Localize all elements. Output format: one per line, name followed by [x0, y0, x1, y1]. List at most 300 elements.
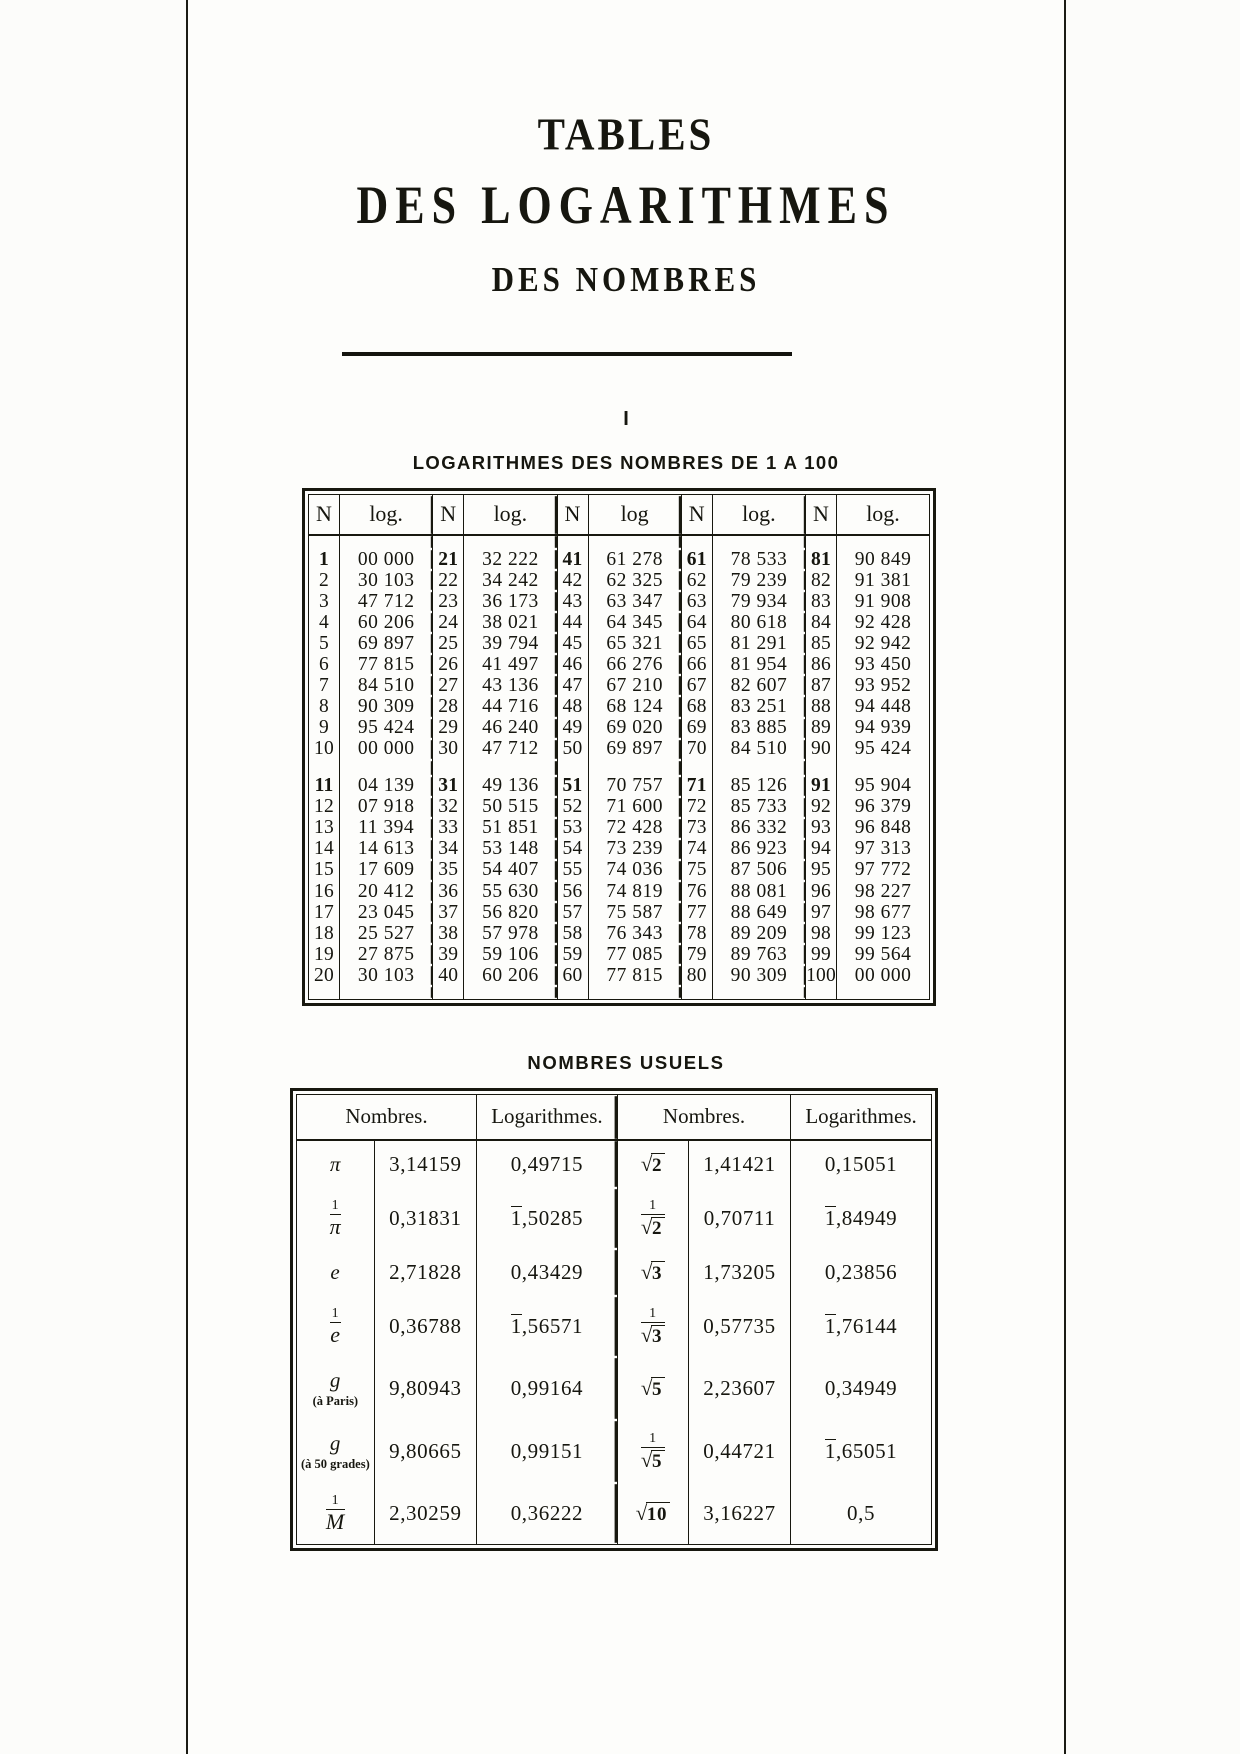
col-header-log-1: log.	[340, 495, 433, 535]
usuels-symbol-left	[297, 1188, 374, 1249]
cell-log: 50 515	[464, 797, 557, 818]
cell-n: 43	[557, 591, 588, 612]
cell-n: 8	[319, 696, 329, 718]
cell-log: 71 600	[588, 797, 681, 818]
cell-n: 73	[681, 818, 712, 839]
cell-log: 36 173	[464, 591, 557, 612]
usual-numbers-table	[290, 1088, 938, 1551]
cell-log: 04 139	[340, 776, 433, 797]
cell-log: 62 325	[588, 570, 681, 591]
cell-log: 56 820	[464, 902, 557, 923]
logarithm-table-grid	[309, 495, 929, 999]
cell-log: 92 428	[837, 612, 930, 633]
spacer-row	[309, 986, 929, 999]
usuels-number-left: 3,14159	[374, 1140, 476, 1188]
usuels-symbol-left	[297, 1483, 374, 1544]
cell-n: 45	[557, 633, 588, 654]
cell-n: 48	[557, 696, 588, 717]
usuels-header-3: Nombres.	[617, 1095, 790, 1140]
cell-log: 30 103	[340, 570, 433, 591]
cell-n: 80	[681, 965, 712, 986]
cell-n: 32	[433, 797, 464, 818]
cell-log: 65 321	[588, 633, 681, 654]
fraction-denominator-sqrt: √2	[641, 1214, 665, 1238]
cell-n: 19	[314, 943, 334, 965]
logarithm-table	[302, 488, 936, 1006]
cell-log: 89 209	[712, 923, 805, 944]
col-header-log-5: log.	[837, 495, 930, 535]
cell-log: 95 904	[837, 776, 930, 797]
log-value: 0,99164	[510, 1376, 584, 1400]
cell-n: 44	[557, 612, 588, 633]
usuels-number-right: 3,16227	[688, 1483, 790, 1544]
cell-n: 84	[806, 612, 837, 633]
cell-n: 95	[806, 860, 837, 881]
cell-log: 43 136	[464, 675, 557, 696]
cell-log: 97 313	[837, 839, 930, 860]
cell-n: 6	[319, 653, 329, 675]
col-header-log-4: log.	[712, 495, 805, 535]
cell-log: 66 276	[588, 654, 681, 675]
cell-log: 46 240	[464, 718, 557, 739]
cell-log: 81 954	[712, 654, 805, 675]
cell-n: 55	[557, 860, 588, 881]
usuels-log-left	[476, 1140, 617, 1188]
cell-log: 88 081	[712, 881, 805, 902]
cell-log: 59 106	[464, 944, 557, 965]
cell-n: 83	[806, 591, 837, 612]
cell-n: 10	[314, 738, 334, 760]
cell-log: 39 794	[464, 633, 557, 654]
usuels-header-4: Logarithmes.	[791, 1095, 931, 1140]
cell-n: 65	[681, 633, 712, 654]
table-row	[309, 797, 929, 818]
cell-log: 84 510	[340, 675, 433, 696]
table-row	[309, 944, 929, 965]
cell-log: 25 527	[340, 923, 433, 944]
cell-n: 49	[557, 718, 588, 739]
log-value: 0,49715	[510, 1152, 584, 1176]
cell-log: 74 819	[588, 881, 681, 902]
symbol-fraction-sqrt	[641, 1432, 665, 1471]
usuels-symbol-left	[297, 1296, 374, 1357]
cell-log: 79 239	[712, 570, 805, 591]
cell-n: 68	[681, 696, 712, 717]
cell-n: 20	[314, 964, 334, 986]
log-value: 1,76144	[824, 1314, 898, 1338]
usuels-header-row	[297, 1095, 931, 1140]
cell-n: 52	[557, 797, 588, 818]
cell-log: 41 497	[464, 654, 557, 675]
sqrt-radicand: 2	[651, 1153, 665, 1177]
usuels-number-left: 0,31831	[374, 1188, 476, 1249]
cell-n: 5	[319, 632, 329, 654]
cell-log: 95 424	[837, 739, 930, 760]
log-value: 0,36222	[510, 1501, 584, 1525]
usuels-number-right: 0,44721	[688, 1420, 790, 1483]
cell-log: 96 848	[837, 818, 930, 839]
cell-log: 14 613	[340, 839, 433, 860]
log-value: 0,99151	[510, 1439, 584, 1463]
page-content	[186, 0, 1066, 1754]
cell-log: 72 428	[588, 818, 681, 839]
cell-log: 11 394	[340, 818, 433, 839]
usuels-number-right: 1,73205	[688, 1249, 790, 1296]
cell-n: 22	[433, 570, 464, 591]
cell-n: 69	[681, 718, 712, 739]
fraction-numerator: 1	[649, 1306, 657, 1321]
cell-log: 00 000	[340, 739, 433, 760]
cell-log: 73 239	[588, 839, 681, 860]
cell-n: 66	[681, 654, 712, 675]
fraction-numerator: 1	[649, 1198, 657, 1213]
sqrt-radicand: 10	[646, 1502, 670, 1526]
cell-log: 89 763	[712, 944, 805, 965]
usuels-log-right	[791, 1296, 931, 1357]
cell-n: 2	[319, 569, 329, 591]
cell-log: 78 533	[712, 549, 805, 570]
cell-n: 3	[319, 590, 329, 612]
cell-n: 12	[314, 796, 334, 818]
usuels-header-1: Nombres.	[297, 1095, 476, 1140]
col-header-n-1: N	[309, 495, 340, 535]
table-row	[309, 612, 929, 633]
log-value: 1,65051	[824, 1439, 898, 1463]
table-row	[309, 570, 929, 591]
log-value: 0,43429	[510, 1260, 584, 1284]
cell-log: 77 815	[588, 965, 681, 986]
cell-log: 85 733	[712, 797, 805, 818]
log-value: 0,5	[847, 1501, 876, 1525]
log-value: 0,34949	[824, 1376, 898, 1400]
cell-n: 78	[681, 923, 712, 944]
cell-log: 75 587	[588, 902, 681, 923]
cell-log: 34 242	[464, 570, 557, 591]
page-title-tables: TABLES	[537, 108, 715, 160]
cell-n: 38	[433, 923, 464, 944]
spacer-row	[309, 535, 929, 549]
cell-n: 51	[557, 776, 588, 797]
log-value: 0,23856	[824, 1260, 898, 1284]
cell-n: 58	[557, 923, 588, 944]
table-row	[309, 965, 929, 986]
cell-n: 86	[806, 654, 837, 675]
table-row	[309, 839, 929, 860]
cell-n: 59	[557, 944, 588, 965]
cell-n: 23	[433, 591, 464, 612]
symbol-note: (à Paris)	[312, 1394, 359, 1408]
cell-n: 37	[433, 902, 464, 923]
cell-log: 69 897	[588, 739, 681, 760]
page-title-logarithmes: DES LOGARITHMES	[356, 175, 896, 236]
cell-log: 64 345	[588, 612, 681, 633]
usuels-log-right	[791, 1483, 931, 1544]
cell-log: 27 875	[340, 944, 433, 965]
cell-n: 64	[681, 612, 712, 633]
table-header-row	[309, 495, 929, 535]
logarithm-table-head	[309, 495, 929, 535]
cell-n: 88	[806, 696, 837, 717]
symbol-sqrt: √3	[641, 1260, 665, 1285]
cell-log: 91 908	[837, 591, 930, 612]
usual-numbers-grid	[297, 1095, 931, 1544]
cell-n: 67	[681, 675, 712, 696]
cell-log: 07 918	[340, 797, 433, 818]
cell-log: 96 379	[837, 797, 930, 818]
cell-n: 40	[433, 965, 464, 986]
cell-log: 32 222	[464, 549, 557, 570]
cell-n: 72	[681, 797, 712, 818]
cell-log: 92 942	[837, 633, 930, 654]
table-row	[309, 860, 929, 881]
usuels-row	[297, 1249, 931, 1296]
cell-n: 17	[314, 901, 334, 923]
cell-n: 35	[433, 860, 464, 881]
cell-log: 83 885	[712, 718, 805, 739]
cell-log: 53 148	[464, 839, 557, 860]
cell-n: 94	[806, 839, 837, 860]
cell-log: 90 309	[712, 965, 805, 986]
cell-n: 96	[806, 881, 837, 902]
table-row	[309, 591, 929, 612]
cell-log: 94 939	[837, 718, 930, 739]
usuels-symbol-right	[617, 1188, 688, 1249]
col-header-n-3: N	[557, 495, 588, 535]
usuels-log-right	[791, 1188, 931, 1249]
cell-n: 97	[806, 902, 837, 923]
table-row	[309, 902, 929, 923]
cell-log: 60 206	[464, 965, 557, 986]
cell-log: 86 332	[712, 818, 805, 839]
cell-n: 92	[806, 797, 837, 818]
cell-log: 44 716	[464, 696, 557, 717]
symbol-fraction	[330, 1307, 340, 1346]
table-row	[309, 633, 929, 654]
cell-n: 76	[681, 881, 712, 902]
cell-log: 91 381	[837, 570, 930, 591]
log-value: 1,50285	[510, 1206, 584, 1230]
cell-log: 77 085	[588, 944, 681, 965]
cell-log: 17 609	[340, 860, 433, 881]
cell-log: 82 607	[712, 675, 805, 696]
usuels-number-left: 0,36788	[374, 1296, 476, 1357]
symbol-fraction	[330, 1199, 342, 1238]
fraction-numerator: 1	[331, 1493, 340, 1508]
symbol-g: g (à 50 grades)	[301, 1431, 370, 1471]
cell-log: 30 103	[340, 965, 433, 986]
cell-n: 14	[314, 838, 334, 860]
usuels-symbol-left	[297, 1249, 374, 1296]
cell-n: 11	[314, 775, 334, 797]
cell-n: 1	[319, 548, 329, 570]
title-divider	[342, 352, 792, 356]
cell-n: 50	[557, 739, 588, 760]
cell-n: 41	[557, 549, 588, 570]
usuels-symbol-right	[617, 1140, 688, 1188]
usuels-log-left	[476, 1357, 617, 1420]
symbol-e: e	[330, 1260, 341, 1284]
cell-n: 21	[433, 549, 464, 570]
usuels-number-left: 9,80943	[374, 1357, 476, 1420]
cell-n: 24	[433, 612, 464, 633]
cell-n: 87	[806, 675, 837, 696]
cell-log: 57 978	[464, 923, 557, 944]
cell-log: 63 347	[588, 591, 681, 612]
cell-log: 76 343	[588, 923, 681, 944]
cell-n: 31	[433, 776, 464, 797]
col-header-log-2: log.	[464, 495, 557, 535]
log-value: 1,56571	[510, 1314, 584, 1338]
usuels-row	[297, 1357, 931, 1420]
usuels-log-right	[791, 1140, 931, 1188]
table-row	[309, 549, 929, 570]
usuels-number-right: 2,23607	[688, 1357, 790, 1420]
cell-n: 33	[433, 818, 464, 839]
cell-log: 55 630	[464, 881, 557, 902]
usuels-row	[297, 1483, 931, 1544]
cell-n: 53	[557, 818, 588, 839]
symbol-g: g (à Paris)	[301, 1368, 370, 1409]
fraction-denominator-sqrt: √3	[641, 1322, 665, 1346]
table-row	[309, 776, 929, 797]
symbol-fraction-sqrt	[641, 1199, 665, 1238]
cell-log: 60 206	[340, 612, 433, 633]
cell-n: 62	[681, 570, 712, 591]
cell-log: 23 045	[340, 902, 433, 923]
cell-log: 93 952	[837, 675, 930, 696]
cell-log: 97 772	[837, 860, 930, 881]
cell-n: 47	[557, 675, 588, 696]
cell-log: 86 923	[712, 839, 805, 860]
sqrt-radicand: 3	[651, 1261, 665, 1285]
cell-log: 80 618	[712, 612, 805, 633]
spacer-row	[309, 760, 929, 776]
cell-log: 94 448	[837, 696, 930, 717]
cell-log: 38 021	[464, 612, 557, 633]
usual-numbers-head	[297, 1095, 931, 1140]
cell-n: 39	[433, 944, 464, 965]
usuels-row	[297, 1188, 931, 1249]
cell-n: 28	[433, 696, 464, 717]
col-header-n-4: N	[681, 495, 712, 535]
cell-log: 67 210	[588, 675, 681, 696]
cell-n: 15	[314, 859, 334, 881]
cell-log: 98 677	[837, 902, 930, 923]
usuels-symbol-right	[617, 1420, 688, 1483]
page-title-nombres: DES NOMBRES	[491, 259, 761, 300]
cell-n: 91	[806, 776, 837, 797]
fraction-numerator: 1	[331, 1306, 340, 1321]
fraction-numerator: 1	[331, 1198, 340, 1213]
cell-n: 29	[433, 718, 464, 739]
usuels-number-left: 2,71828	[374, 1249, 476, 1296]
cell-log: 61 278	[588, 549, 681, 570]
usuels-symbol-left	[297, 1140, 374, 1188]
usuels-symbol-right	[617, 1249, 688, 1296]
cell-log: 70 757	[588, 776, 681, 797]
cell-log: 20 412	[340, 881, 433, 902]
usuels-log-right	[791, 1420, 931, 1483]
cell-log: 77 815	[340, 654, 433, 675]
usuels-number-right: 1,41421	[688, 1140, 790, 1188]
cell-n: 34	[433, 839, 464, 860]
cell-log: 69 897	[340, 633, 433, 654]
cell-n: 60	[557, 965, 588, 986]
fraction-denominator: e	[330, 1322, 341, 1347]
cell-log: 83 251	[712, 696, 805, 717]
symbol-note: (à 50 grades)	[301, 1457, 370, 1471]
fraction-denominator-sqrt: √5	[641, 1447, 665, 1471]
symbol-sqrt: √10	[636, 1501, 670, 1526]
cell-log: 90 849	[837, 549, 930, 570]
symbol-sqrt: √5	[641, 1376, 665, 1401]
cell-n: 25	[433, 633, 464, 654]
cell-log: 47 712	[464, 739, 557, 760]
cell-n: 100	[806, 964, 836, 986]
cell-log: 84 510	[712, 739, 805, 760]
cell-log: 69 020	[588, 718, 681, 739]
table-row	[309, 881, 929, 902]
cell-log: 81 291	[712, 633, 805, 654]
usuels-symbol-left	[297, 1357, 374, 1420]
cell-log: 99 123	[837, 923, 930, 944]
fraction-denominator: M	[325, 1509, 345, 1534]
section-number: I	[623, 408, 629, 430]
cell-log: 00 000	[340, 549, 433, 570]
table-row	[309, 818, 929, 839]
table-row	[309, 696, 929, 717]
cell-n: 61	[681, 549, 712, 570]
cell-n: 36	[433, 881, 464, 902]
cell-log: 54 407	[464, 860, 557, 881]
cell-log: 95 424	[340, 718, 433, 739]
cell-n: 89	[806, 718, 837, 739]
cell-n: 16	[314, 880, 334, 902]
cell-log: 00 000	[837, 965, 930, 986]
usuels-header-2: Logarithmes.	[476, 1095, 617, 1140]
cell-n: 7	[319, 674, 329, 696]
usuels-log-left	[476, 1483, 617, 1544]
cell-n: 70	[681, 739, 712, 760]
col-header-n-2: N	[433, 495, 464, 535]
cell-n: 4	[319, 611, 329, 633]
cell-log: 88 649	[712, 902, 805, 923]
cell-n: 63	[681, 591, 712, 612]
cell-log: 90 309	[340, 696, 433, 717]
cell-log: 79 934	[712, 591, 805, 612]
usuels-symbol-right	[617, 1296, 688, 1357]
symbol-fraction-sqrt	[641, 1307, 665, 1346]
cell-n: 98	[806, 923, 837, 944]
usuels-caption: NOMBRES USUELS	[527, 1052, 725, 1073]
cell-n: 18	[314, 922, 334, 944]
cell-n: 46	[557, 654, 588, 675]
usuels-log-left	[476, 1249, 617, 1296]
cell-n: 82	[806, 570, 837, 591]
cell-log: 85 126	[712, 776, 805, 797]
usuels-number-left: 9,80665	[374, 1420, 476, 1483]
cell-n: 99	[806, 944, 837, 965]
usuels-log-left	[476, 1296, 617, 1357]
table-row	[309, 718, 929, 739]
sqrt-radicand: 5	[651, 1377, 665, 1401]
cell-log: 87 506	[712, 860, 805, 881]
symbol-fraction	[326, 1494, 345, 1533]
usuels-symbol-right	[617, 1357, 688, 1420]
usuels-log-left	[476, 1420, 617, 1483]
usuels-number-right: 0,57735	[688, 1296, 790, 1357]
cell-n: 27	[433, 675, 464, 696]
